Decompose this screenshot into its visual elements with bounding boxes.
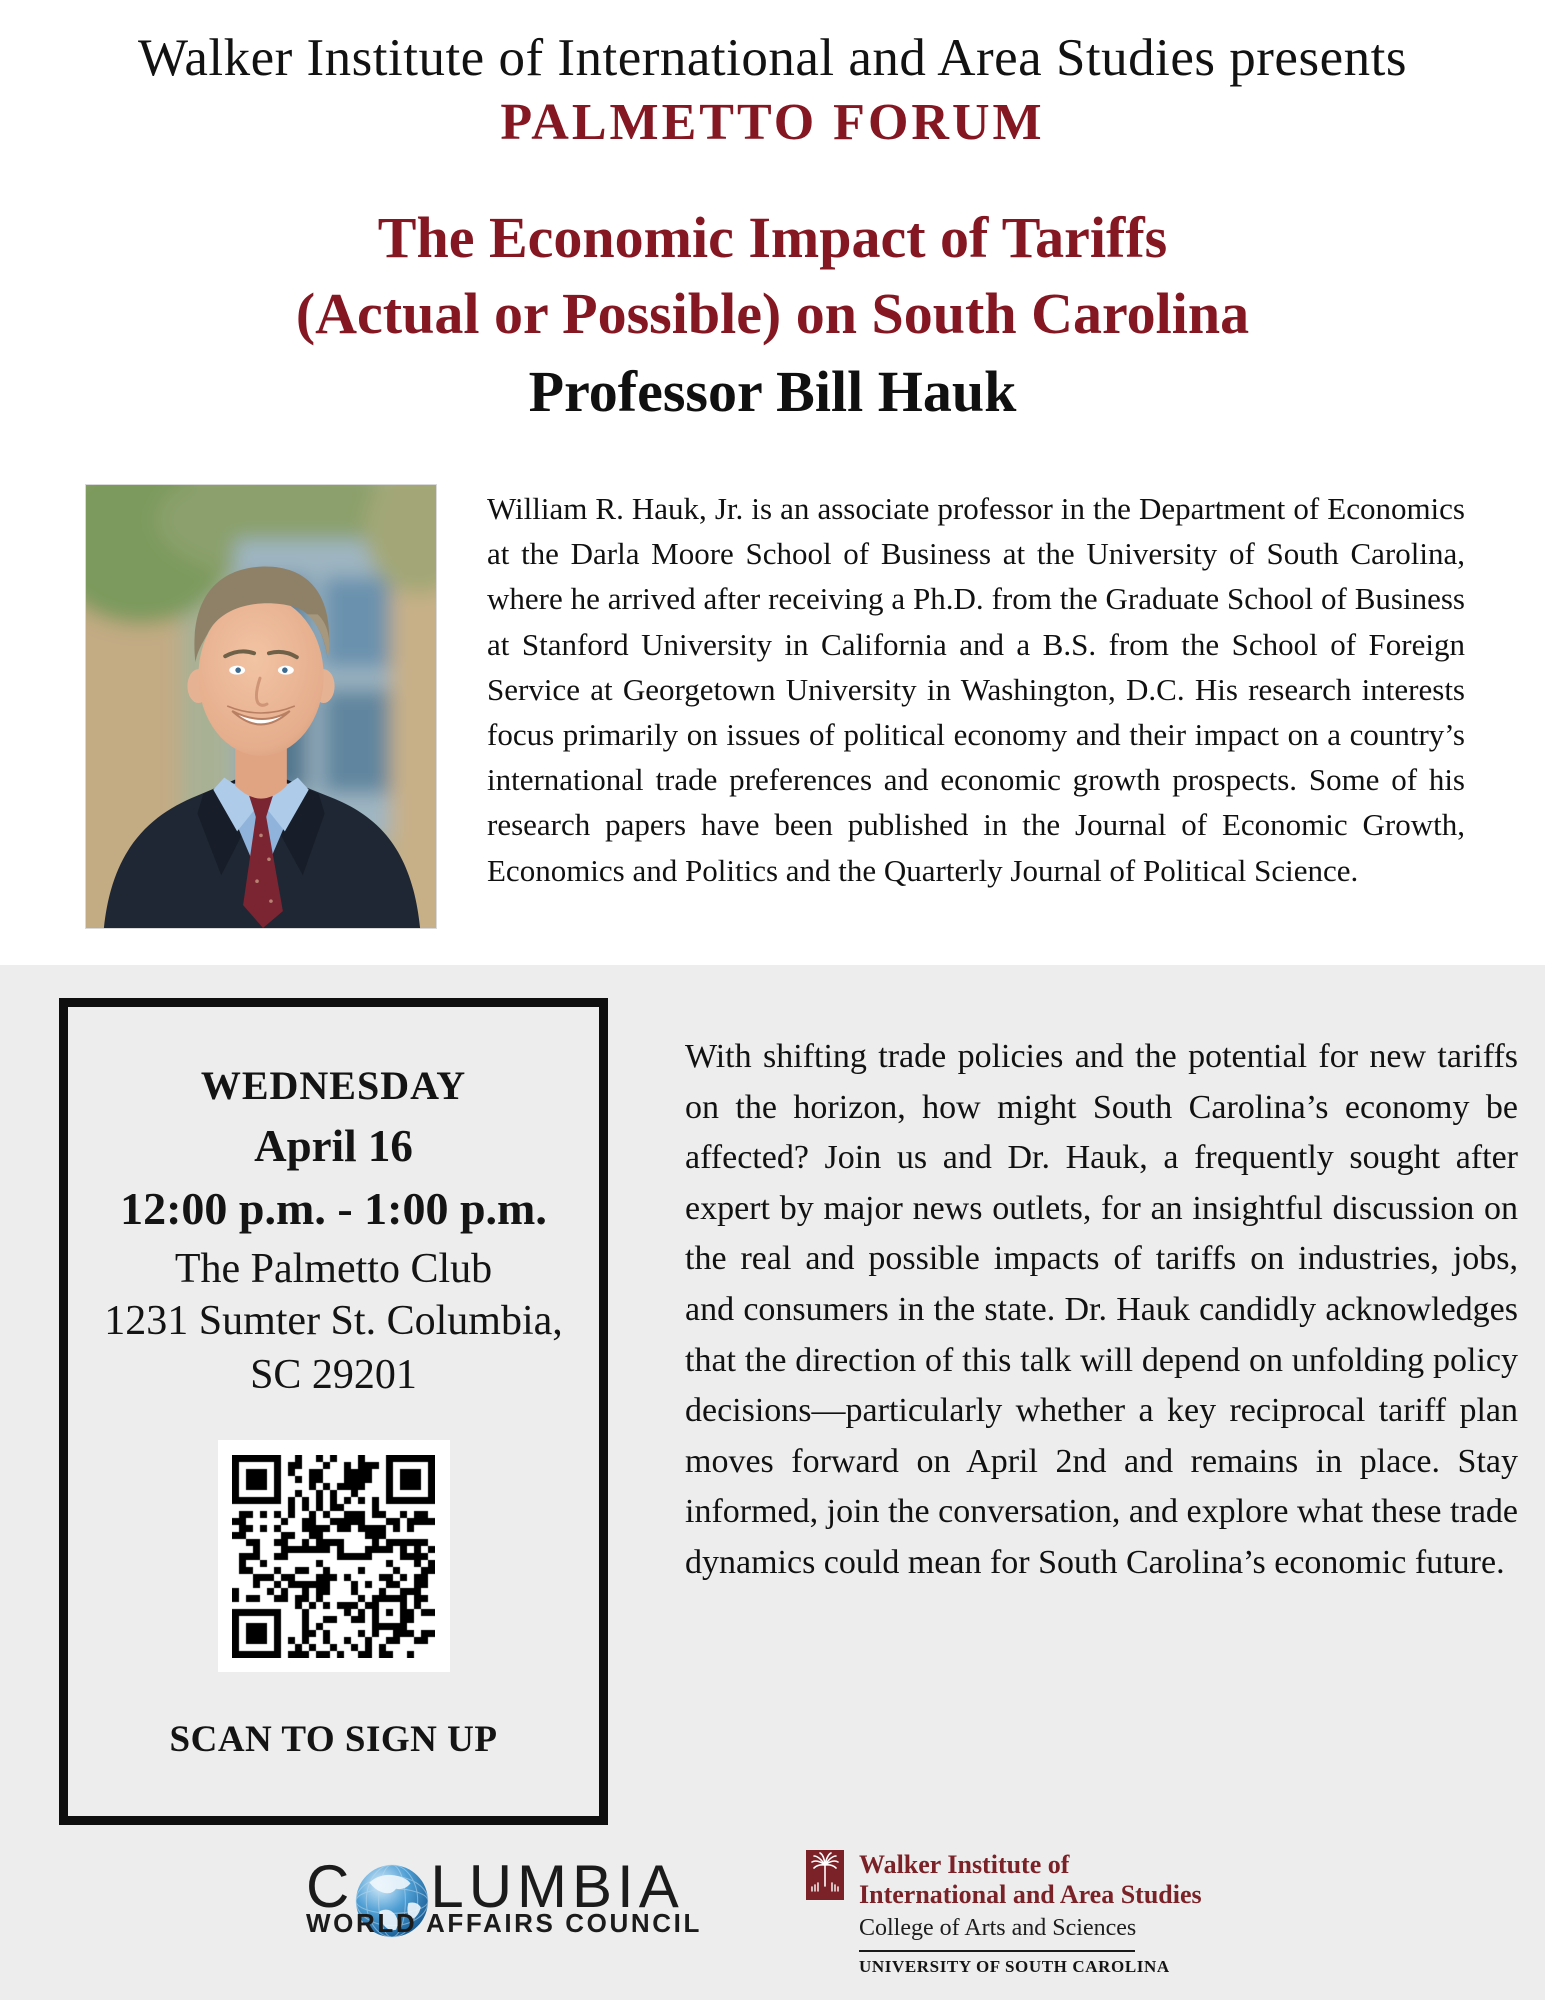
palmetto-tree-icon (806, 1850, 844, 1900)
walker-logo (806, 1850, 1202, 1977)
top-section (0, 0, 1545, 965)
cwac-wordmark-c: C (306, 1853, 355, 1920)
event-details-box (59, 998, 608, 1825)
event-address-line1: 1231 Sumter St. Columbia, (104, 1298, 563, 1344)
usc-wordmark: UNIVERSITY OF SOUTH CAROLINA (859, 1957, 1170, 1976)
talk-title-line1: The Economic Impact of Tariffs (377, 205, 1168, 270)
event-venue: The Palmetto Club (174, 1246, 493, 1292)
event-address-line2: SC 29201 (250, 1352, 417, 1398)
forum-name: PALMETTO FORUM (500, 94, 1045, 151)
qr-code-canvas (232, 1455, 435, 1658)
talk-title (0, 200, 1545, 352)
speaker-portrait-photo (85, 484, 437, 929)
speaker-name: Professor Bill Hauk (528, 359, 1017, 424)
walker-college-line: College of Arts and Sciences (859, 1915, 1137, 1941)
qr-code (218, 1440, 450, 1672)
portrait-illustration (86, 485, 436, 928)
talk-title-line2: (Actual or Possible) on South Carolina (295, 281, 1250, 346)
walker-name-line1: Walker Institute of (859, 1850, 1070, 1879)
walker-divider (859, 1950, 1135, 1952)
event-day: WEDNESDAY (200, 1063, 467, 1108)
presents-line: Walker Institute of International and Area Studies presents (138, 29, 1407, 87)
event-date: April 16 (254, 1121, 413, 1171)
cwac-subline: WORLD AFFAIRS COUNCIL (306, 1908, 702, 1938)
walker-name-line2: International and Area Studies (859, 1880, 1202, 1909)
cwac-wordmark-rest: LUMBIA (430, 1853, 684, 1920)
bio-paragraph: William R. Hauk, Jr. is an associate professor in the Department of Economics at the Darla Moore School of Business at the University of South Carolina, where he arrived after receiving a Ph.D. from the Graduate School of Business at Stanford University in California and a B.S. from the School of Foreign Service at Georgetown University in Washington, D.C. His research interests focus primarily on issues of political economy and their impact on a country’s international trade preferences and economic growth prospects. Some of his research papers have been published in the Journal of Economic Growth, Economics and Politics and the Quarterly Journal of Political Science. (487, 491, 1465, 888)
cwac-logo (306, 1854, 706, 1939)
event-time: 12:00 p.m. - 1:00 p.m. (120, 1183, 547, 1234)
walker-logo-text (859, 1850, 1202, 1977)
description-paragraph: With shifting trade policies and the potential for new tariffs on the horizon, how might South Carolina’s economy be affected? Join us and Dr. Hauk, a frequently sought after expert by major news outlets, for an insightful discussion on the real and possible impacts of tariffs on industries, jobs, and consumers in the state. Dr. Hauk candidly acknowledges that the direction of this talk will depend on unfolding policy decisions—particularly whether a key reciprocal tariff plan moves forward on April 2nd and remains in place. Stay informed, join the conversation, and explore what these trade dynamics could mean for South Carolina’s economic future. (685, 1038, 1518, 1581)
qr-caption: SCAN TO SIGN UP (169, 1719, 498, 1760)
